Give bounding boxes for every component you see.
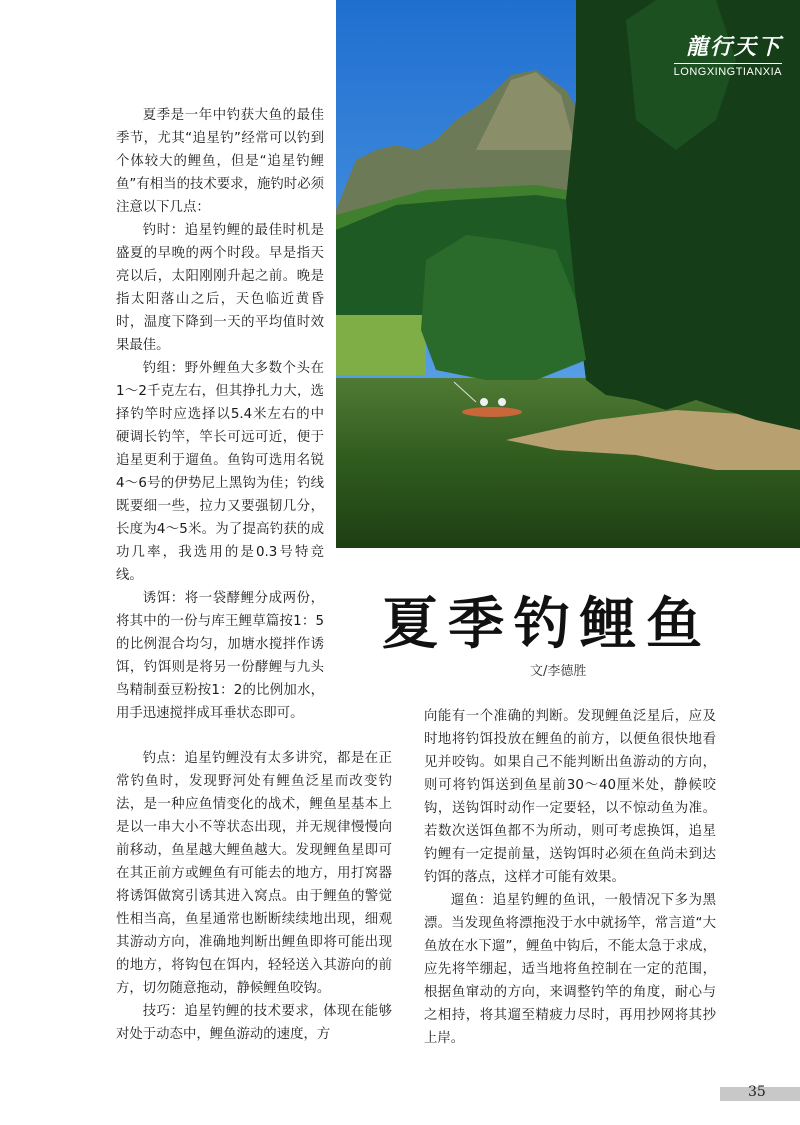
- paragraph: 遛鱼：追星钓鲤的鱼讯，一般情况下多为黑漂。当发现鱼将漂拖没于水中就扬竿，常言道“大鱼放在水下遛”，鲤鱼中钩后，不能太急于求成，应先将竿绷起，适当地将鱼控制在一定的范围，根据鱼窜动的方向，来调整钓竿的角度，耐心与之相持，将其遛至精疲力尽时，再用抄网将其抄上岸。: [424, 893, 716, 1046]
- paragraph: 向能有一个准确的判断。发现鲤鱼泛星后，应及时地将钓饵投放在鲤鱼的前方，以便鱼很快地看见并咬钩。如果自己不能判断出鱼游动的方向，则可将钓饵送到鱼星前30～40厘米处，静候咬钩，送钩饵时动作一定要轻，以不惊动鱼为准。若数次送饵鱼都不为所动，则可考虑换饵，追星钓鲤有一定提前量，送钩饵时必须在鱼尚未到达钓饵的落点，这样才可能有效果。: [424, 709, 716, 885]
- fisher-2: [498, 398, 506, 406]
- masthead-subtitle: LONGXINGTIANXIA: [674, 63, 782, 78]
- left-column-lower: [116, 747, 392, 1046]
- left-column: [116, 104, 324, 725]
- paragraph: 夏季是一年中钓获大鱼的最佳季节，尤其“追星钓”经常可以钓到个体较大的鲤鱼，但是“追星钓鲤鱼”有相当的技术要求，施钓时必须注意以下几点：: [116, 108, 324, 215]
- paragraph: 钓点：追星钓鲤没有太多讲究，都是在正常钓鱼时，发现野河处有鲤鱼泛星而改变钓法，是一种应鱼情变化的战术，鲤鱼星基本上是以一串大小不等状态出现，并无规律慢慢向前移动，鱼星越大鲤鱼越大。发现鲤鱼星即可在其正前方或鲤鱼有可能去的地方，用打窝器将诱饵做窝引诱其进入窝点。由于鲤鱼的警觉性相当高，鱼星通常也断断续续地出现，细观其游动方向，准确地判断出鲤鱼即将可能出现的地方，将钩包在饵内，轻轻送入其游向的前方，切勿随意拖动，静候鲤鱼咬钩。: [116, 751, 392, 996]
- article-title: 夏季钓鲤鱼: [382, 592, 712, 657]
- right-column: [424, 705, 716, 1050]
- paragraph: 钓组：野外鲤鱼大多数个头在1～2千克左右，但其挣扎力大，选择钓竿时应选择以5.4米左右的中硬调长钓竿，竿长可远可近，便于追星更利于遛鱼。鱼钩可选用名锐4～6号的伊势尼上黑钩为佳；钓线既要细一些，拉力又要强韧几分，长度为4～5米。为了提高钓获的成功几率，我选用的是0.3号特竞线。: [116, 361, 324, 583]
- paragraph: 技巧：追星钓鲤的技术要求，体现在能够对处于动态中，鲤鱼游动的速度，方: [116, 1004, 392, 1042]
- rowboat: [462, 407, 522, 417]
- paragraph: 诱饵：将一袋酵鲤分成两份，将其中的一份与库王鲤草篇按1：5的比例混合均匀，加塘水搅拌作诱饵，钓饵则是将另一份酵鲤与九头鸟精制蚕豆粉按1：2的比例加水，用手迅速搅拌成耳垂状态即可。: [116, 591, 324, 721]
- article-author: 文/李德胜: [530, 664, 587, 679]
- photo-illustration: [336, 0, 800, 548]
- masthead: [674, 30, 782, 78]
- lake-forest-photo: [336, 0, 800, 548]
- meadow: [336, 315, 426, 375]
- page-number: 35: [748, 1084, 766, 1100]
- masthead-title: 龍行天下: [685, 34, 782, 60]
- paragraph: 钓时：追星钓鲤的最佳时机是盛夏的早晚的两个时段。早是指天亮以后，太阳刚刚升起之前。晚是指太阳落山之后，天色临近黄昏时，温度下降到一天的平均值时效果最佳。: [116, 223, 324, 353]
- fisher-1: [480, 398, 488, 406]
